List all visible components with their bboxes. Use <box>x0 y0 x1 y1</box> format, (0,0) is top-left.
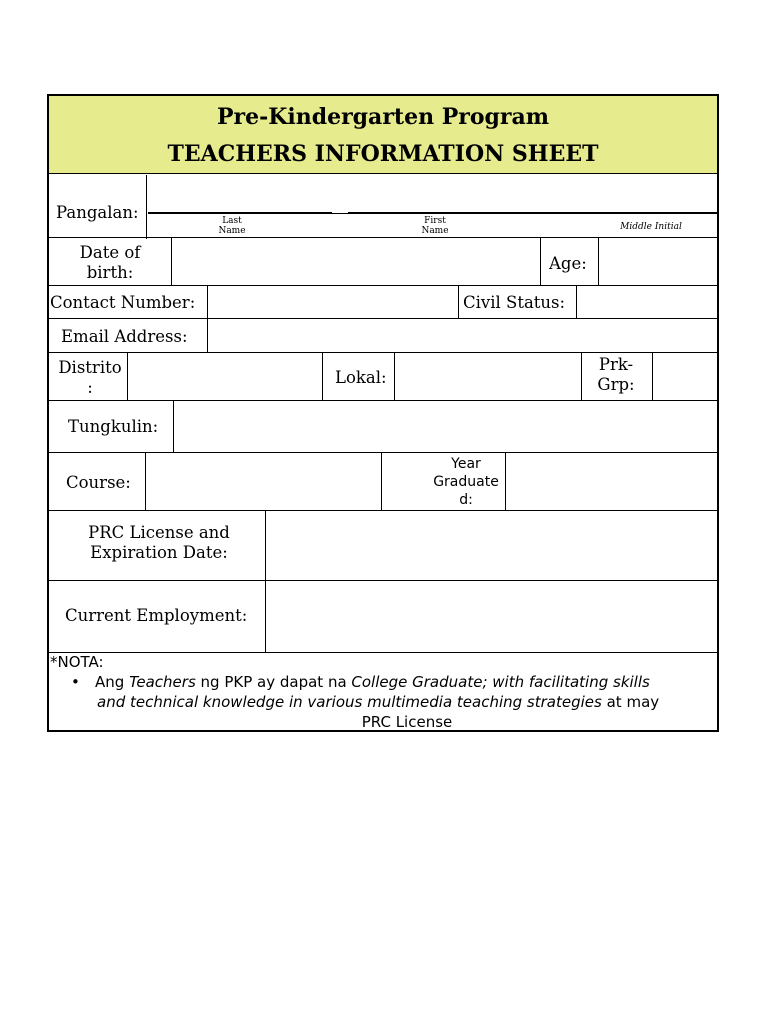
date-of-birth-label: Date of birth: <box>79 243 141 282</box>
current-employment-field[interactable] <box>266 581 717 652</box>
year-graduated-field[interactable] <box>506 453 717 510</box>
divider <box>146 175 147 239</box>
lokal-label: Lokal: <box>335 368 387 387</box>
course-field[interactable] <box>146 453 380 510</box>
date-of-birth-field[interactable] <box>172 238 539 285</box>
nota-heading: *NOTA: <box>50 653 104 671</box>
last-name-caption: Last Name <box>218 216 246 236</box>
lokal-field[interactable] <box>395 353 580 400</box>
row-divider <box>49 652 717 653</box>
tungkulin-field[interactable] <box>174 401 717 452</box>
age-field[interactable] <box>599 238 717 285</box>
form-header <box>49 96 717 174</box>
year-graduated-label: Year Graduate d: <box>433 456 499 508</box>
nota-line-2: and technical knowledge in various multimedia teaching strategies at may <box>97 693 660 711</box>
teachers-information-form <box>47 94 719 732</box>
middle-initial-caption: Middle Initial <box>620 222 682 232</box>
prc-license-label: PRC License and Expiration Date: <box>88 523 230 562</box>
email-address-field[interactable] <box>208 319 717 352</box>
civil-status-field[interactable] <box>577 286 717 318</box>
name-caption-divider <box>148 213 717 214</box>
nota-line-1: Ang Teachers ng PKP ay dapat na College Graduate; with facilitating skills <box>95 673 650 691</box>
program-title: Pre-Kindergarten Program <box>216 104 550 130</box>
divider <box>540 238 541 285</box>
first-name-caption: First Name <box>421 216 449 236</box>
email-address-label: Email Address: <box>61 327 188 346</box>
age-label: Age: <box>549 254 587 273</box>
distrito-label: Distrito : <box>58 358 122 397</box>
bullet-icon: • <box>71 673 80 691</box>
contact-number-field[interactable] <box>208 286 457 318</box>
contact-number-label: Contact Number: <box>50 293 196 312</box>
divider <box>458 286 459 318</box>
civil-status-label: Civil Status: <box>463 293 566 312</box>
prk-grp-field[interactable] <box>653 353 717 400</box>
divider <box>322 353 323 400</box>
pangalan-label: Pangalan: <box>56 203 139 222</box>
nota-line-3: PRC License <box>361 713 453 731</box>
course-label: Course: <box>66 473 131 492</box>
sheet-title: TEACHERS INFORMATION SHEET <box>167 141 599 167</box>
prc-license-field[interactable] <box>266 511 717 580</box>
divider <box>581 353 582 400</box>
distrito-field[interactable] <box>128 353 321 400</box>
current-employment-label: Current Employment: <box>65 606 248 625</box>
prk-grp-label: Prk- Grp: <box>597 355 635 394</box>
divider <box>381 453 382 510</box>
tungkulin-label: Tungkulin: <box>68 417 159 436</box>
